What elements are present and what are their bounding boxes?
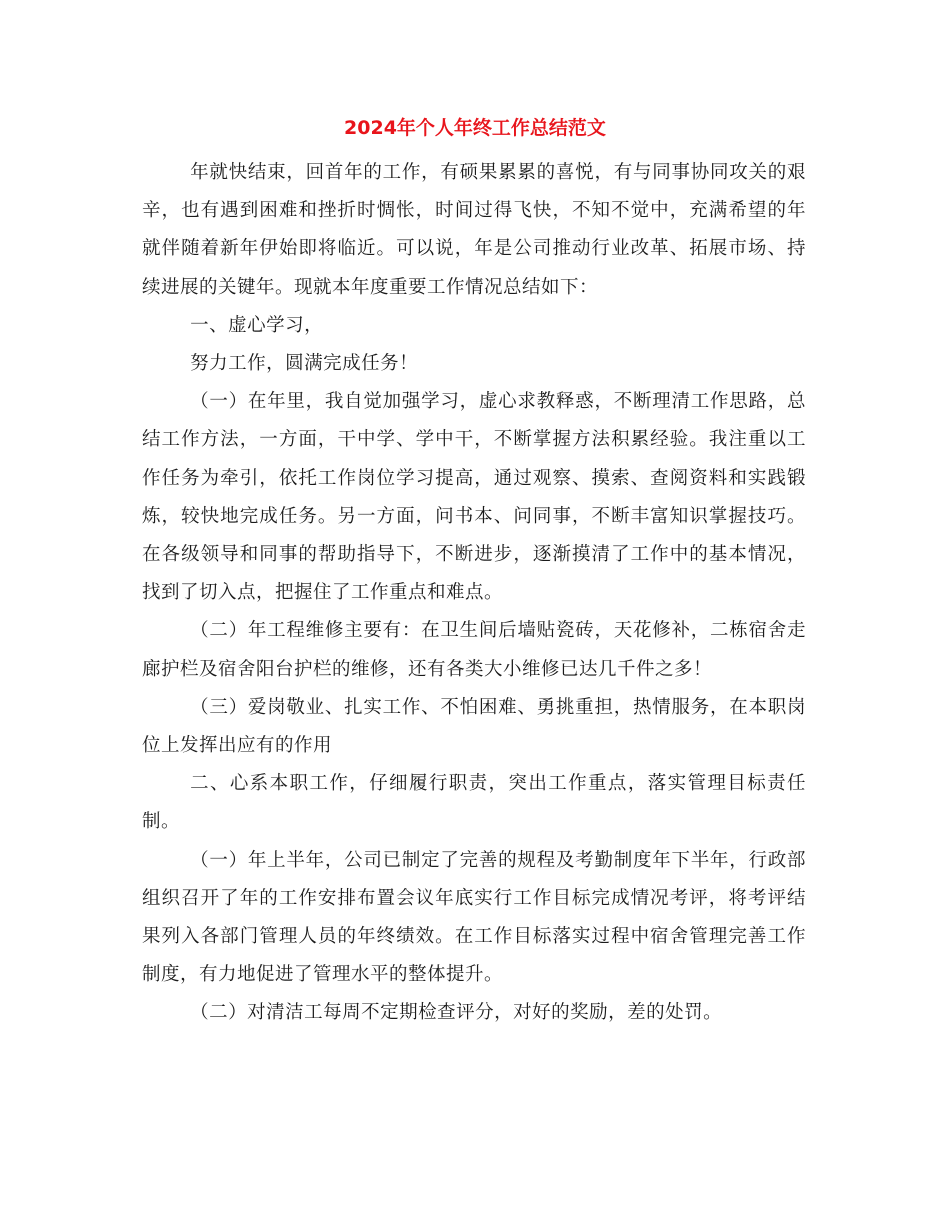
heading-section-2: 二、心系本职工作，仔细履行职责，突出工作重点，落实管理目标责任制。 (142, 773, 806, 833)
paragraph-intro: 年就快结束，回首年的工作，有硕果累累的喜悦，有与同事协同攻关的艰辛，也有遇到困难和挫折时惆怅，时间过得飞快，不知不觉中，充满希望的年就伴随着新年伊始即将临近。可以说，年是公司推动行业改革、拓展市场、持续进展的关键年。现就本年度重要工作情况总结如下： (142, 162, 806, 298)
paragraph-2-2: （二）对清洁工每周不定期检查评分，对好的奖励，差的处罚。 (190, 1002, 723, 1024)
document-body (142, 154, 806, 1033)
paragraph-1-3: （三）爱岗敬业、扎实工作、不怕困难、勇挑重担，热情服务，在本职岗位上发挥出应有的作用 (142, 696, 806, 757)
paragraph-2-1: （一）年上半年，公司已制定了完善的规程及考勤制度年下半年，行政部组织召开了年的工作安排布置会议年底实行工作目标完成情况考评，将考评结果列入各部门管理人员的年终绩效。在工作目标落实过程中宿舍管理完善工作制度，有力地促进了管理水平的整体提升。 (142, 849, 806, 986)
heading-section-1-cont: 努力工作，圆满完成任务！ (190, 353, 419, 375)
document-title: 2024年个人年终工作总结范文 (344, 117, 606, 139)
paragraph-1-2: （二）年工程维修主要有：在卫生间后墙贴瓷砖，天花修补，二栋宿舍走廊护栏及宿舍阳台护栏的维修，还有各类大小维修已达几千件之多！ (142, 620, 806, 680)
paragraph-1-1: （一）在年里，我自觉加强学习，虚心求教释惑，不断理清工作思路，总结工作方法，一方面，干中学、学中干，不断掌握方法积累经验。我注重以工作任务为牵引，依托工作岗位学习提高，通过观察、摸索、查阅资料和实践锻炼，较快地完成任务。另一方面，问书本、问同事，不断丰富知识掌握技巧。在各级领导和同事的帮助指导下，不断进步，逐渐摸清了工作中的基本情况，找到了切入点，把握住了工作重点和难点。 (142, 391, 806, 604)
heading-section-1: 一、虚心学习， (190, 314, 324, 336)
